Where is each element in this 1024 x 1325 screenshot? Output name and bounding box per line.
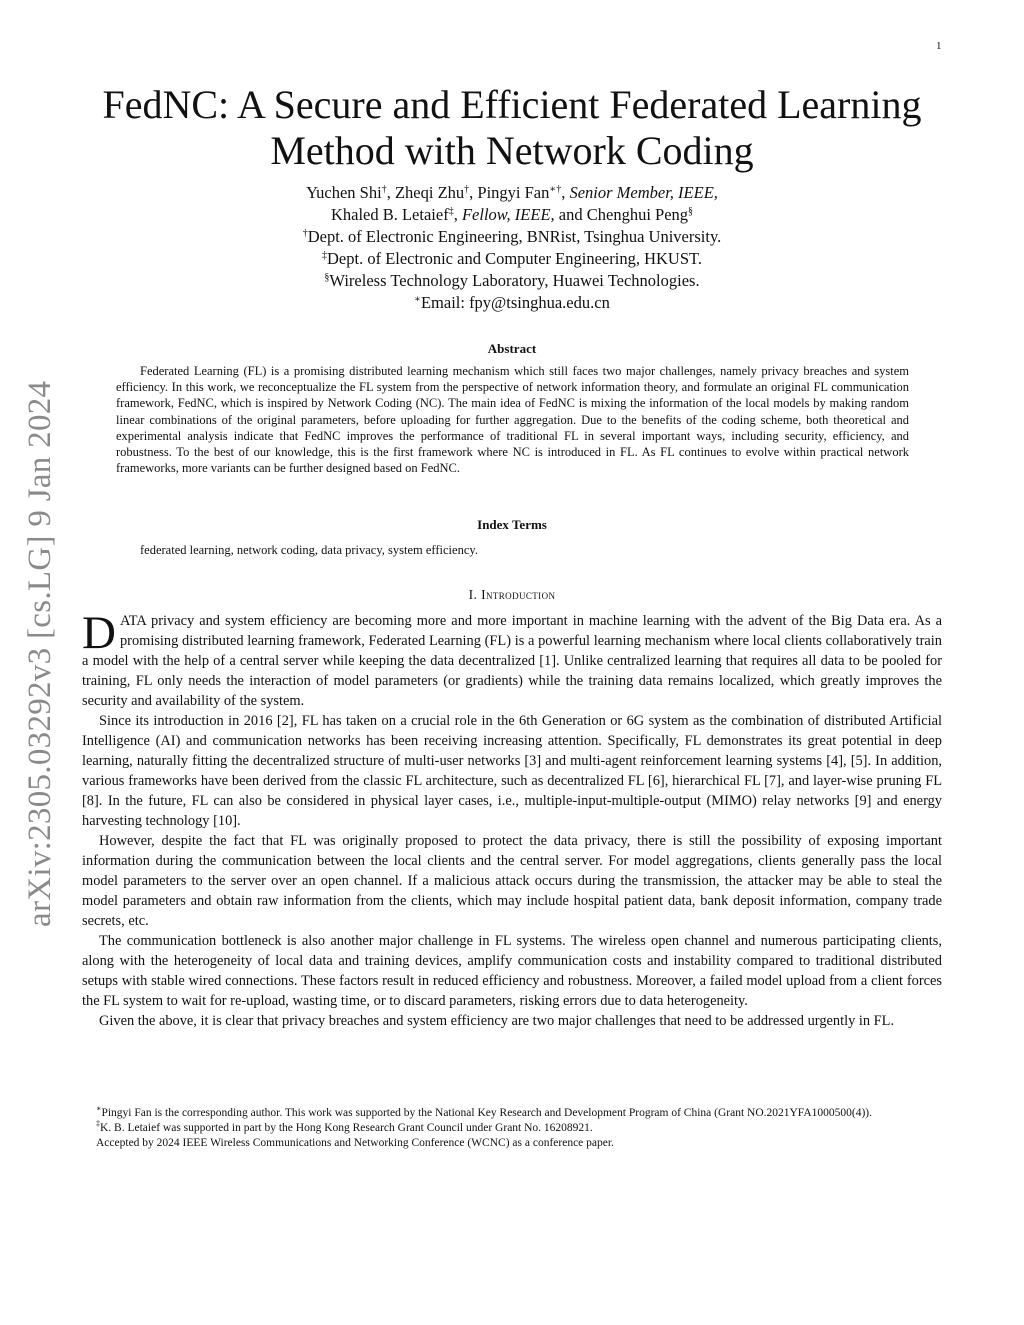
paragraph: However, despite the fact that FL was originally proposed to protect the data privacy, there is still the possibility of exposing important information during the communication between the local clients and the central server. For model aggregations, clients generally pass the local model parameters to the server over an open channel. If a malicious attack occurs during the transmission, the attacker may be able to steal the model parameters and obtain raw information from the clients, which may include hospital patient data, bank deposit information, company trade secrets, etc. xyxy=(82,833,942,929)
author-name: Yuchen Shi xyxy=(306,183,382,202)
author-name: Khaled B. Letaief xyxy=(330,205,449,224)
index-terms-heading: Index Terms xyxy=(477,517,547,532)
paper-title xyxy=(0,82,1024,174)
affiliation-mark: ‡ xyxy=(448,206,454,217)
arxiv-identifier-stamp: arXiv:2305.03292v3 [cs.LG] 9 Jan 2024 xyxy=(22,380,58,927)
affiliation-mark: ∗† xyxy=(549,184,562,195)
paragraph: Given the above, it is clear that privacy breaches and system efficiency are two major challenges that need to be addressed urgently in FL. xyxy=(99,1013,895,1029)
author-line-1: Yuchen Shi†, Zheqi Zhu†, Pingyi Fan∗†, Senior Member, IEEE, xyxy=(306,183,718,202)
abstract-text: Federated Learning (FL) is a promising distributed learning mechanism which still faces two major challenges, namely privacy breaches and system efficiency. In this work, we reconceptualize the FL system from the perspective of network information theory, and formulate an original FL communication framework, FedNC, which is inspired by Network Coding (NC). The main idea of FedNC is mixing the information of the local models by making random linear combinations of the original parameters, before uploading for further aggregation. Due to the benefits of the coding scheme, both theoretical and experimental analysis indicate that FedNC improves the performance of traditional FL in several important ways, including security, efficiency, and robustness. To the best of our knowledge, this is the first framework where NC is introduced in FL. As FL continues to evolve within practical network frameworks, more variants can be further designed based on FedNC. xyxy=(116,364,909,476)
author-membership: Senior Member, IEEE, xyxy=(569,183,718,202)
paragraph: The communication bottleneck is also another major challenge in FL systems. The wireless open channel and numerous participating clients, along with the heterogeneity of local data and training devices, amplify communication costs and instability compared to traditional distributed setups with stable wired connections. These factors result in reduced efficiency and robustness. Moreover, a failed model upload from a client forces the FL system to wait for re-upload, wasting time, or to discard parameters, risking errors due to data heterogeneity. xyxy=(82,933,942,1009)
affiliation-mark: § xyxy=(688,206,694,217)
footnote: Accepted by 2024 IEEE Wireless Communications and Networking Conference (WCNC) as a conference paper. xyxy=(96,1137,614,1149)
footnotes xyxy=(82,1106,942,1151)
contact-email: ∗Email: fpy@tsinghua.edu.cn xyxy=(414,293,610,312)
affiliation-3: §Wireless Technology Laboratory, Huawei Technologies. xyxy=(324,271,700,290)
author-name: Chenghui Peng xyxy=(586,205,689,224)
footnote: ∗Pingyi Fan is the corresponding author. This work was supported by the National Key Research and Development Program of China (Grant NO.2021YFA1000500(4)). xyxy=(96,1104,873,1119)
author-membership: Fellow, IEEE, xyxy=(461,205,555,224)
title-line-2: Method with Network Coding xyxy=(270,128,754,173)
affiliation-mark: † xyxy=(464,184,470,195)
introduction-body xyxy=(82,607,942,1031)
footnote: ‡K. B. Letaief was supported in part by the Hong Kong Research Grant Council under Grant No. 16208921. xyxy=(96,1119,593,1134)
affiliation-1: †Dept. of Electronic Engineering, BNRist, Tsinghua University. xyxy=(302,227,722,246)
author-name: Zheqi Zhu xyxy=(394,183,465,202)
paragraph: DATA privacy and system efficiency are becoming more and more important in machine learning with the advent of the Big Data era. As a promising distributed learning framework, Federated Learning (FL) is a powerful learning mechanism where local clients collaboratively train a model with the help of a central server while keeping the data decentralized [1]. Unlike centralized learning that requires all data to be pooled for training, FL only needs the interaction of model parameters (or gradients) while the training data remains localized, which greatly improves the security and availability of the system. xyxy=(82,607,942,709)
paragraph: Since its introduction in 2016 [2], FL has taken on a crucial role in the 6th Generation or 6G system as the combination of distributed Artificial Intelligence (AI) and communication networks has been receiving increasing attention. Specifically, FL demonstrates its great potential in deep learning, naturally fitting the decentralized structure of multi-user networks [3] and multi-agent reinforcement learning systems [4], [5]. In addition, various frameworks have been derived from the classic FL architecture, such as decentralized FL [6], hierarchical FL [7], and layer-wise pruning FL [8]. In the future, FL can also be considered in physical layer cases, i.e., multiple-input-multiple-output (MIMO) relay networks [9] and energy harvesting technology [10]. xyxy=(82,713,942,829)
affiliation-2: ‡Dept. of Electronic and Computer Engineering, HKUST. xyxy=(322,249,702,268)
author-block xyxy=(0,182,1024,314)
page-number: 1 xyxy=(936,40,942,52)
author-name: Pingyi Fan xyxy=(477,183,550,202)
drop-cap: D xyxy=(82,607,116,659)
title-line-1: FedNC: A Secure and Efficient Federated Learning xyxy=(102,82,922,127)
affiliation-mark: † xyxy=(381,184,387,195)
author-line-2: Khaled B. Letaief‡, Fellow, IEEE, and Chenghui Peng§ xyxy=(330,205,694,224)
section-heading-introduction: I. Introduction xyxy=(468,587,556,602)
abstract-heading: Abstract xyxy=(487,341,537,356)
index-terms-text: federated learning, network coding, data privacy, system efficiency. xyxy=(140,543,478,557)
